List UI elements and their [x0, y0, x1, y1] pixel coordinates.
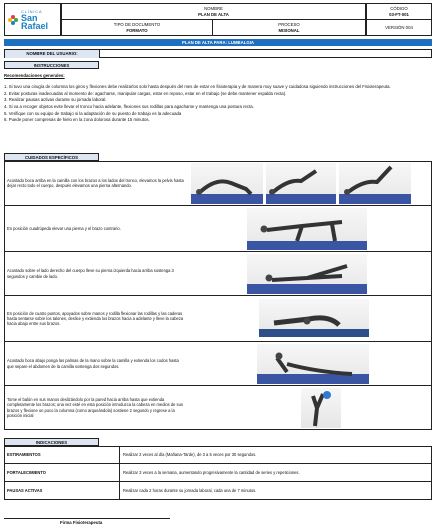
- header-name-label: NOMBRE: [204, 6, 223, 12]
- header-process-cell: [212, 19, 366, 36]
- indication-name: FORTALECIMIENTO: [5, 464, 120, 481]
- header-name-cell: [61, 3, 366, 20]
- exercise-row: [4, 252, 432, 296]
- plan-title-bar: PLAN DE ALTA PARA: LUMBALGIA: [4, 39, 432, 46]
- logo-top-text: CLÍNICA: [21, 9, 43, 14]
- exercise-photo: [247, 208, 367, 250]
- instruction-item: 3. Realizar pausas activas durante su jornada laboral.: [4, 97, 107, 103]
- logo-name-2: Rafael: [21, 21, 49, 31]
- indication-value: Realizar 3 veces a la semana, aumentando progresivamente la cantidad de series y repeticiones.: [123, 469, 300, 475]
- exercise-text: En posición cuadrúpeda elevar una pierna y el brazo contrario.: [7, 225, 121, 231]
- exercise-photo: [259, 299, 369, 337]
- exercise-row: [4, 206, 432, 252]
- indication-name: PAUSAS ACTIVAS: [5, 482, 120, 499]
- general-recommendations-heading: Recomendaciones generales:: [4, 73, 65, 78]
- header-code-label: CÓDIGO: [390, 6, 408, 12]
- signature-line: [4, 518, 170, 519]
- header-doctype-label: TIPO DE DOCUMENTO: [113, 22, 161, 28]
- exercise-text: Acostado boca arriba en la camilla con los brazos a los lados del tronco, elevamos la pelvis hasta dejar recto todo el cuerpo, después elevamos una pierna alternando.: [7, 177, 184, 188]
- user-name-row: [4, 49, 432, 58]
- header-version: VERSIÓN 004: [385, 24, 413, 30]
- exercise-photo: [266, 163, 336, 204]
- header-version-cell: [366, 19, 432, 36]
- signature-label: Firma Fisioterapeuta: [60, 520, 103, 525]
- header-doctype-cell: [61, 19, 213, 36]
- exercise-text: Acostado sobre el lado derecho del cuerpo lleve su pierna izquierda hacia arriba sostenga 3 segundos y cambie de lado.: [7, 268, 174, 279]
- indication-row: [4, 464, 432, 482]
- instruction-item: 5. Verifique con su equipo de trabajo si la adaptación de su puesto de trabajo es la adecuada: [4, 110, 182, 116]
- indications-label: INDICACIONES: [4, 438, 99, 446]
- instruction-item: 1. Si tuvo una cirugía de columna los giros y flexiones debe realizarlos solo hasta después del mes de estar en fisioterapia y de manera muy suave y cuidadosa siguiendo instrucciones del Fisioterapeuta.: [4, 84, 391, 90]
- exercise-row: [4, 342, 432, 386]
- exercise-text: Tome el balón en sus manos deslizándolo por la pared hacia arriba hasta que extienda completamente los brazos; una vez esté en esta posición introduzca la cabeza en medios de sus brazos y flexione un poco la columna (como arqueándola) sostiene 2 segundo y regrese a la posición inicial: [7, 397, 183, 418]
- indication-name: ESTIRAMIENTOS: [5, 446, 120, 463]
- header-process-label: PROCESO: [278, 22, 300, 28]
- indication-value: Realizar cada 2 horas durante su jornada laboral, cada una de 7 minutos.: [123, 487, 257, 493]
- exercise-text: En posición de cuatro puntos, apoyados sobre manos y rodilla flexionar las rodillas y las caderas hasta sentarse sobre los talones, deslice y extienda los brazos hacia a adelante y lleve la cabeza hacia abajo entre sus brazos.: [7, 310, 184, 327]
- indication-row: [4, 446, 432, 464]
- specific-care-label: CUIDADOS ESPECÍFICOS: [4, 153, 99, 161]
- instruction-item: 6. Puede poner compresas de hielo en la zona dolorosa durante 15 minutos.: [4, 117, 150, 123]
- header-code-value: 03-FT-001: [389, 11, 409, 17]
- exercise-photo: [339, 163, 411, 204]
- instruction-item: 4. Si va a recoger objetos evite llevar el tronco hacia adelante, flexiones sus rodillas para agacharse y mantenga una postura recta.: [4, 104, 254, 109]
- logo-name-1: San: [21, 13, 38, 23]
- exercise-photo: [191, 163, 263, 204]
- exercise-row: [4, 296, 432, 342]
- exercise-row: [4, 386, 432, 430]
- user-name-label: NOMBRE DEL USUARIO:: [5, 50, 100, 58]
- instructions-label: INSTRUCCIONES: [4, 61, 99, 69]
- document-header: [4, 3, 432, 36]
- header-process-value: MISIONAL: [278, 27, 300, 33]
- exercise-text: Acostado boca abajo ponga las palmas de la mano sobre la camilla y extienda los codos hasta que separe el abdomen de la camilla sostenga dos segundos.: [7, 358, 179, 369]
- exercise-row: [4, 161, 432, 206]
- indication-row: [4, 482, 432, 500]
- exercise-photo: [257, 344, 369, 384]
- instructions-section: [4, 73, 432, 148]
- indication-value: Realizar 2 veces al día (Mañana-Tarde), de 3 a 5 veces por 30 segundos.: [123, 451, 257, 457]
- clinic-logo: [4, 3, 61, 36]
- instruction-item: 2. Evitar posturas inadecuadas al momento de: agacharse, manipular cargas, estar en reposo, estar en el trabajo (se debe mantener espalda recta).: [4, 90, 287, 96]
- logo-mark-icon: [8, 15, 18, 25]
- header-name-value: PLAN DE ALTA: [198, 11, 229, 17]
- header-code-cell: [366, 3, 432, 20]
- exercise-photo: [247, 254, 367, 294]
- header-doctype-value: FORMATO: [126, 27, 148, 33]
- exercise-photo: [301, 388, 341, 428]
